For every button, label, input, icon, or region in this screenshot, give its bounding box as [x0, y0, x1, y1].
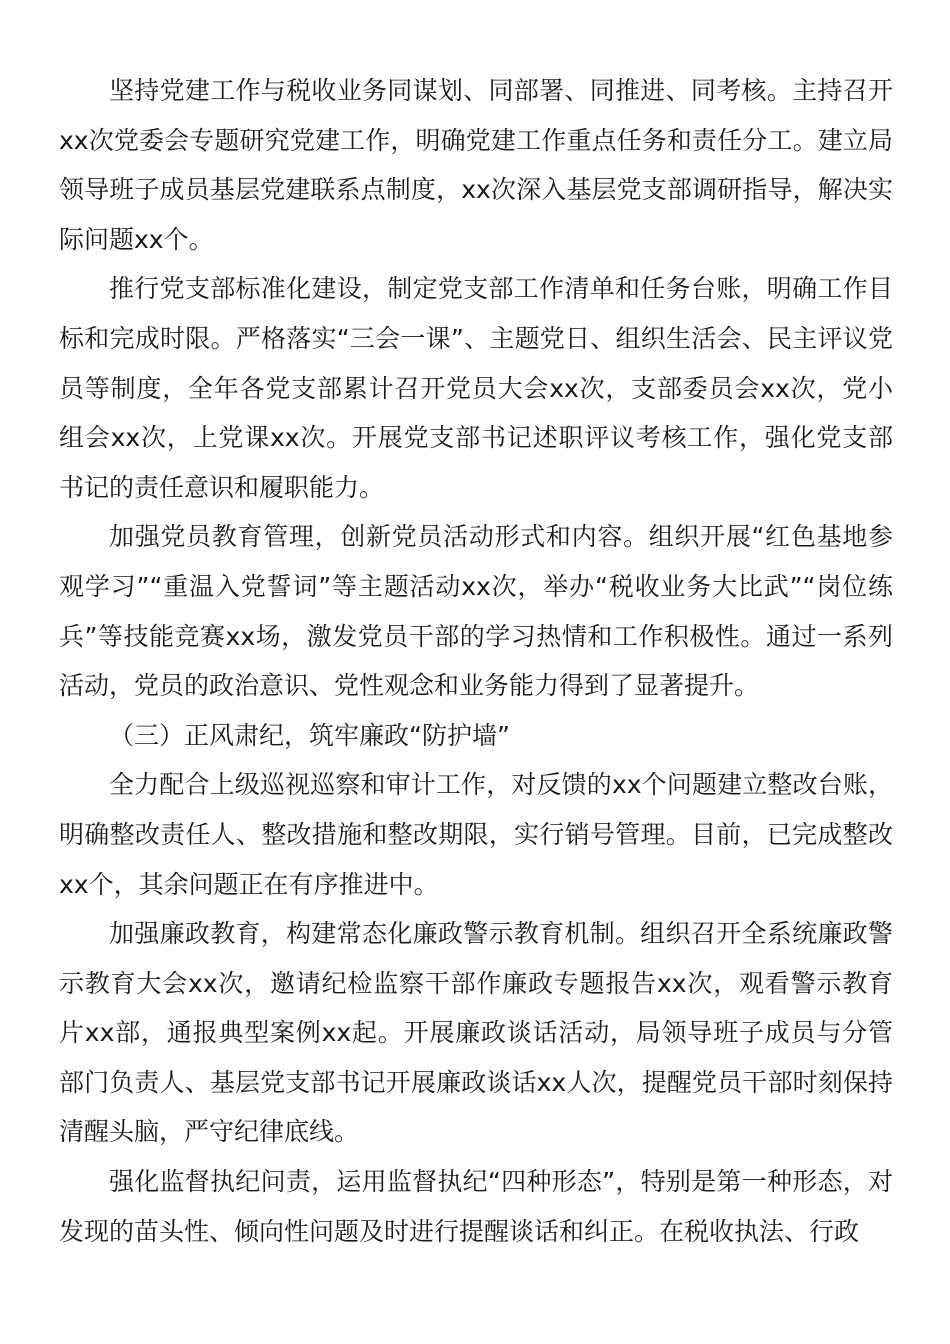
paragraph-inspection-rectification: 全力配合上级巡视巡察和审计工作，对反馈的xx个问题建立整改台账，明确整改责任人、整改措施和整改期限，实行销号管理。目前，已完成整改xx个，其余问题正在有序推进中。 [59, 770, 893, 899]
paragraph-branch-standardization: 推行党支部标准化建设，制定党支部工作清单和任务台账，明确工作目标和完成时限。严格落实“三会一课”、主题党日、组织生活会、民主评议党员等制度，全年各党支部累计召开党员大会xx次，支部委员会xx次，党小组会xx次，上党课xx次。开展党支部书记述职评议考核工作，强化党支部书记的责任意识和履职能力。 [59, 274, 893, 502]
paragraph-party-building-planning: 坚持党建工作与税收业务同谋划、同部署、同推进、同考核。主持召开xx次党委会专题研究党建工作，明确党建工作重点任务和责任分工。建立局领导班子成员基层党建联系点制度，xx次深入基层党支部调研指导，解决实际问题xx个。 [59, 76, 893, 254]
paragraph-member-education: 加强党员教育管理，创新党员活动形式和内容。组织开展“红色基地参观学习”“重温入党誓词”等主题活动xx次，举办“税收业务大比武”“岗位练兵”等技能竞赛xx场，激发党员干部的学习热情和工作积极性。通过一系列活动，党员的政治意识、党性观念和业务能力得到了显著提升。 [59, 522, 893, 701]
paragraph-supervision-discipline: 强化监督执纪问责，运用监督执纪“四种形态”，特别是第一种形态，对发现的苗头性、倾向性问题及时进行提醒谈话和纠正。在税收执法、行政 [59, 1167, 893, 1246]
paragraph-integrity-education: 加强廉政教育，构建常态化廉政警示教育机制。组织召开全系统廉政警示教育大会xx次，邀请纪检监察干部作廉政专题报告xx次，观看警示教育片xx部，通报典型案例xx起。开展廉政谈话活动，局领导班子成员与分管部门负责人、基层党支部书记开展廉政谈话xx人次，提醒党员干部时刻保持清醒头脑，严守纪律底线。 [59, 919, 893, 1147]
document-page [59, 66, 893, 1256]
section-heading: （三）正风肃纪，筑牢廉政“防护墙” [109, 720, 510, 750]
